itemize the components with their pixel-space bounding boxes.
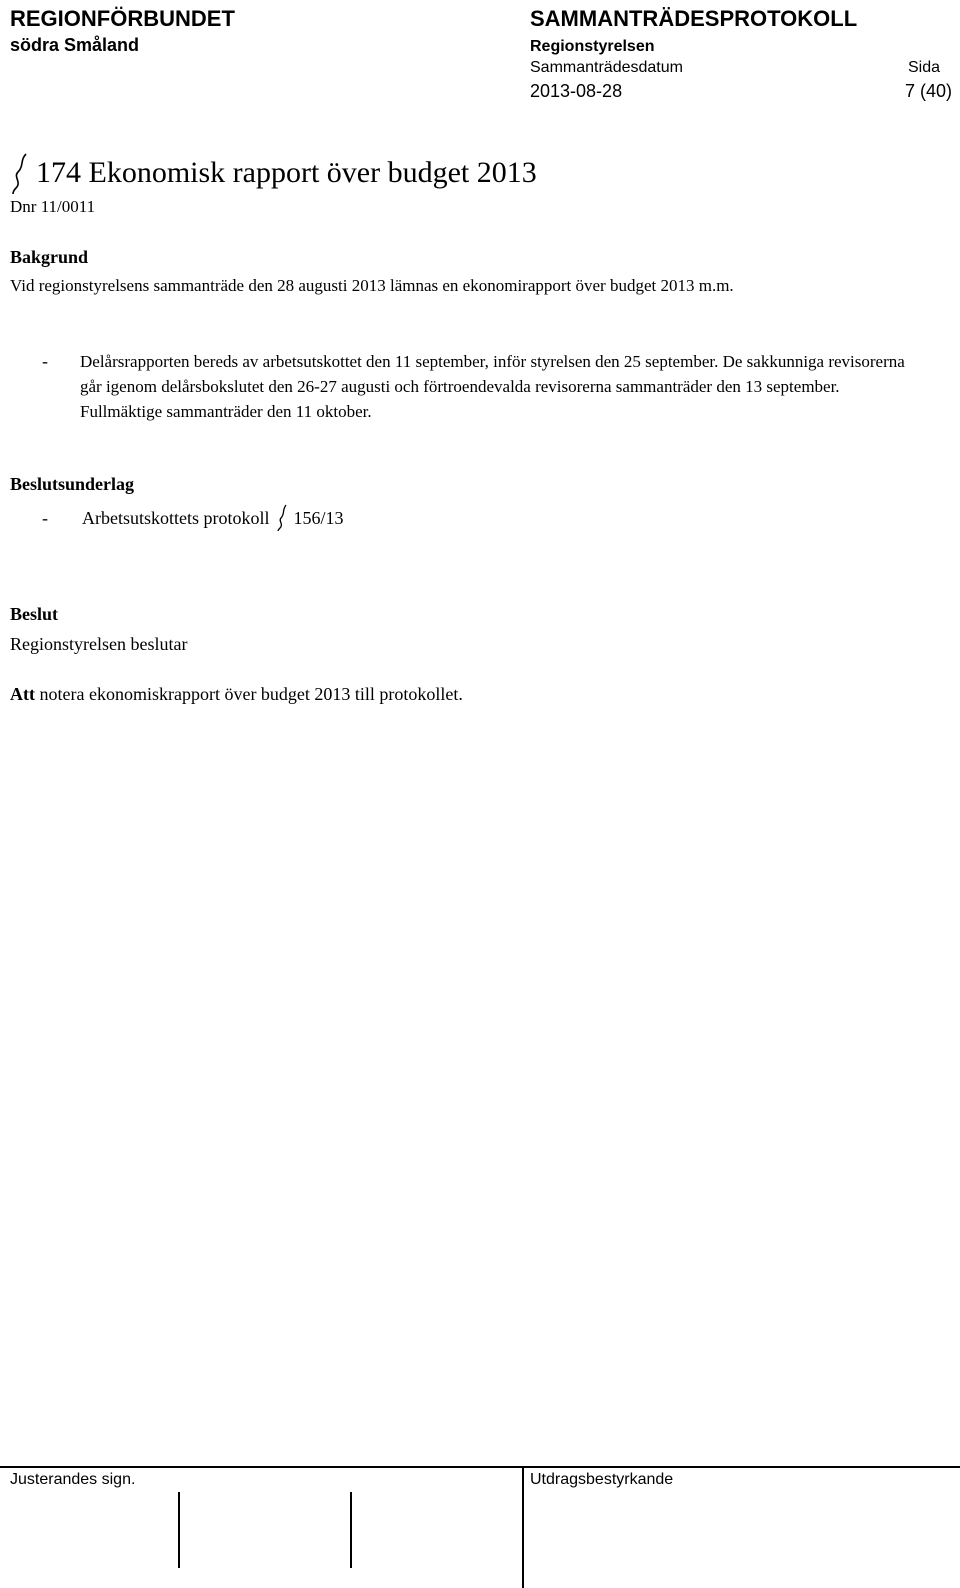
background-heading: Bakgrund [10,247,89,267]
basis-dash: - [42,508,48,528]
decision-subject: Regionstyrelsen beslutar [10,634,188,654]
page-number: 7 (40) [905,81,953,101]
board-name: Regionstyrelsen [530,38,655,55]
extract-certification-label: Utdragsbestyrkande [530,1471,674,1488]
bullet-dash: - [42,351,48,371]
signature-label: Justerandes sign. [10,1471,136,1488]
signature-box-divider [522,1466,524,1588]
att-text: notera ekonomiskrapport över budget 2013 till protokollet. [39,684,463,704]
section-sign-icon [10,152,30,196]
basis-item-number: 156/13 [293,508,344,528]
meeting-date: 2013-08-28 [530,81,623,101]
basis-item-prefix: Arbetsutskottets protokoll [82,508,270,528]
background-text: Vid regionstyrelsens sammanträde den 28 augusti 2013 lämnas en ekonomirapport över budget 2013 m.m. [10,276,734,295]
basis-item [10,504,344,532]
page-label: Sida [908,59,941,76]
document-type: SAMMANTRÄDESPROTOKOLL [530,6,858,31]
decision-heading: Beslut [10,604,59,624]
signature-box-divider [350,1492,352,1568]
section-sign-icon [276,504,288,532]
registration-number: Dnr 11/0011 [10,197,96,216]
meeting-date-label: Sammanträdesdatum [530,59,683,76]
basis-heading: Beslutsunderlag [10,474,135,494]
decision-statement [10,683,463,705]
org-name: REGIONFÖRBUNDET [10,6,235,31]
footer-rule [0,1466,960,1468]
item-title: 174 Ekonomisk rapport över budget 2013 [36,156,537,189]
signature-box-divider [178,1492,180,1568]
background-bullet-text: Delårsrapporten bereds av arbetsutskottet den 11 september, inför styrelsen den 25 september. De sakkunniga revisorerna går igenom delårsbokslutet den 26-27 augusti och förtroendevalda revisorerna sammanträder den 13 september. Fullmäktige sammanträder den 11 oktober. [80,352,905,421]
att-label: Att [10,684,35,704]
org-subtitle: södra Småland [10,35,140,55]
